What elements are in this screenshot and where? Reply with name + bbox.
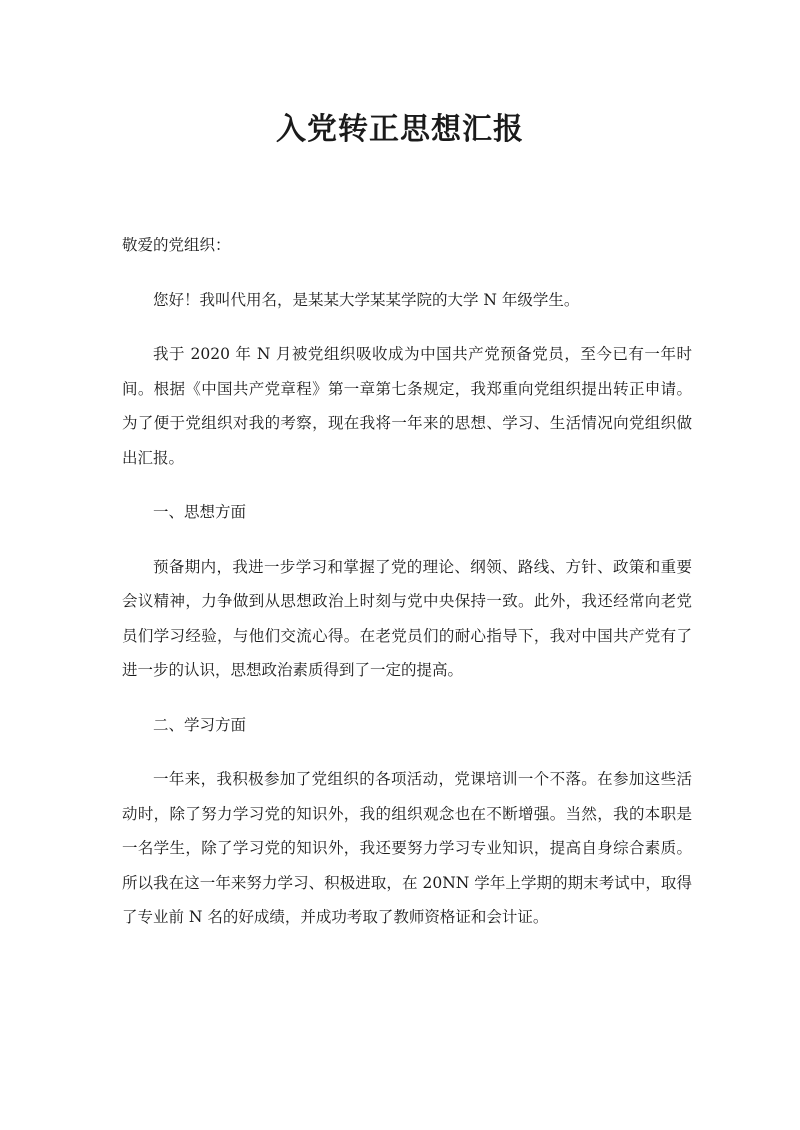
section-heading-thought: 一、思想方面 (153, 503, 247, 521)
section-heading-study: 二、学习方面 (153, 715, 247, 734)
thought-paragraph: 预备期内，我进一步学习和掌握了党的理论、纲领、路线、方针、政策和重要会议精神，力争做到从思想政治上时刻与党中央保持一致。此外，我还经常向老党员们学习经验，与他们交流心得。在老党员们的耐心指导下，我对中国共产党有了进一步的认识，思想政治素质得到了一定的提高。 (122, 557, 692, 679)
intro-paragraph: 我于 2020 年 N 月被党组织吸收成为中国共产党预备党员，至今已有一年时间。根据《中国共产党章程》第一章第七条规定，我郑重向党组织提出转正申请。为了便于党组织对我的考察，现在我将一年来的思想、学习、生活情况向党组织做出汇报。 (122, 345, 692, 467)
salutation: 敬爱的党组织： (122, 236, 231, 254)
study-paragraph: 一年来，我积极参加了党组织的各项活动，党课培训一个不落。在参加这些活动时，除了努力学习党的知识外，我的组织观念也在不断增强。当然，我的本职是一名学生，除了学习党的知识外，我还要努力学习专业知识，提高自身综合素质。所以我在这一年来努力学习、积极进取，在 20NN 学年上学期的期末考试中，取得了专业前 N 名的好成绩，并成功考取了教师资格证和会计证。 (122, 770, 692, 926)
greeting-paragraph: 您好！我叫代用名，是某某大学某某学院的大学 N 年级学生。 (153, 290, 580, 309)
page-title: 入党转正思想汇报 (276, 112, 524, 147)
document-body (122, 228, 692, 955)
